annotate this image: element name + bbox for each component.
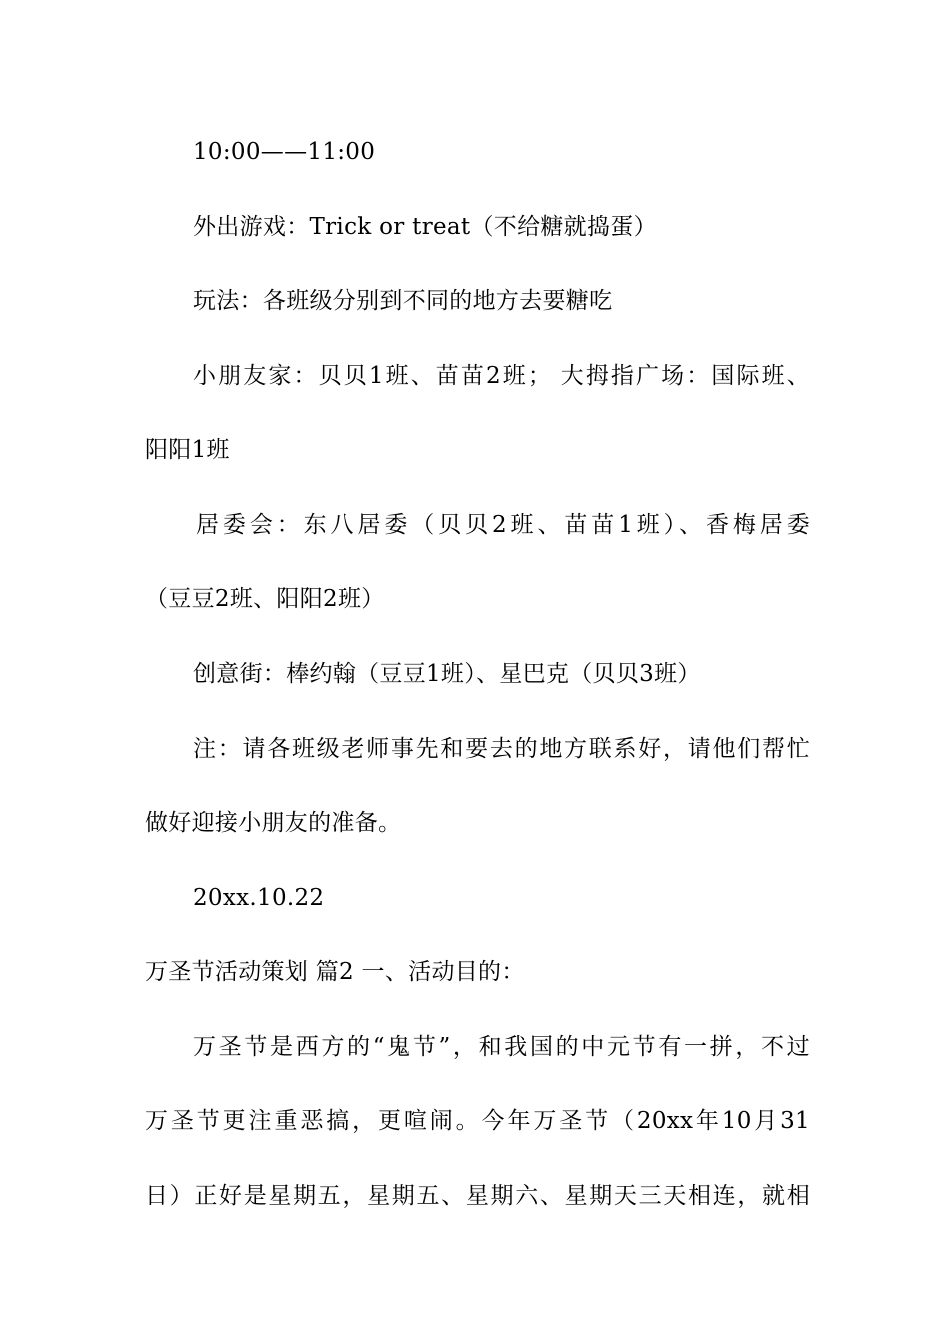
outdoor-game-line: 外出游戏：Trick or treat（不给糖就捣蛋） [193, 214, 657, 240]
game-rules-line: 玩法：各班级分别到不同的地方去要糖吃 [193, 288, 613, 314]
creative-street-line: 创意街：棒约翰（豆豆1班）、星巴克（贝贝3班） [193, 661, 701, 687]
note-line: 注：请各班级老师事先和要去的地方联系好，请他们帮忙 [193, 736, 810, 762]
kids-home-line-cont: 阳阳1班 [145, 437, 230, 463]
purpose-paragraph-line-2: 万圣节更注重恶搞，更喧闹。今年万圣节（20xx年10月31 [145, 1108, 810, 1134]
note-line-cont: 做好迎接小朋友的准备。 [145, 810, 402, 836]
section-heading: 万圣节活动策划 篇2 一、活动目的： [145, 959, 525, 985]
kids-home-line: 小朋友家：贝贝1班、苗苗2班； 大拇指广场：国际班、 [193, 363, 810, 389]
purpose-paragraph-line-1: 万圣节是西方的“鬼节”，和我国的中元节有一拼，不过 [193, 1034, 810, 1060]
date-line: 20xx.10.22 [193, 885, 325, 911]
purpose-paragraph-line-3: 日）正好是星期五，星期五、星期六、星期天三天相连，就相 [145, 1183, 810, 1209]
committee-line-cont: （豆豆2班、阳阳2班） [145, 586, 385, 612]
time-range-line: 10:00——11:00 [193, 139, 376, 165]
committee-line: 居委会：东八居委（贝贝2班、苗苗1班）、香梅居委 [196, 512, 810, 538]
